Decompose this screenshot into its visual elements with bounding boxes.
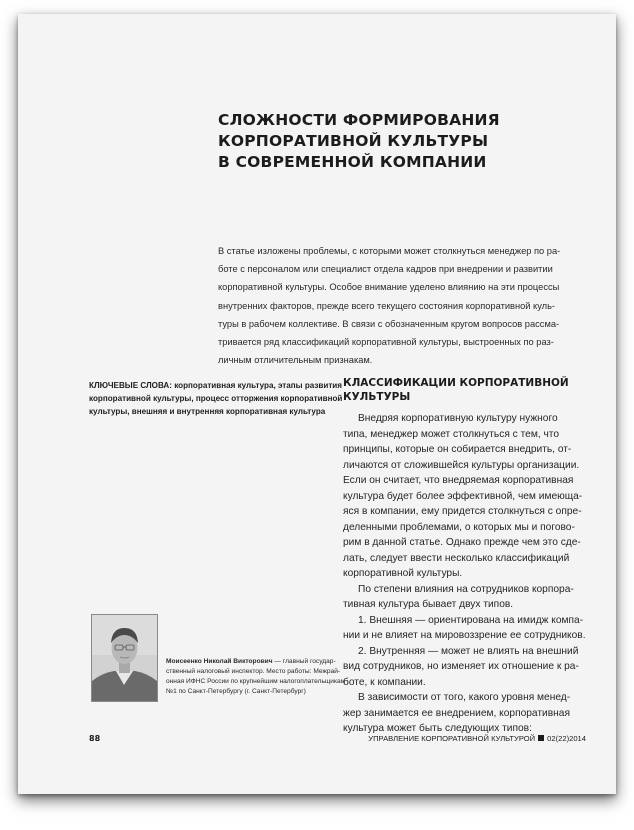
abstract-line: внутренних факторов, прежде всего текущего состояния корпоративной куль- <box>218 300 556 311</box>
author-photo <box>91 614 158 702</box>
body-line: 1. Внешняя — ориентирована на имидж компа- <box>358 614 584 626</box>
section-heading-line: КЛАССИФИКАЦИИ КОРПОРАТИВНОЙ <box>343 377 569 389</box>
author-name: Моисеенко Николай Викторович <box>166 658 273 665</box>
body-line: Если он считает, что внедряемая корпоративная <box>343 475 574 486</box>
body-line: В зависимости от того, какого уровня менед- <box>358 692 571 703</box>
abstract-line: туры в рабочем коллективе. В связи с обозначенным кругом вопросов рассма- <box>218 318 560 329</box>
article-abstract <box>218 242 588 369</box>
journal-issue: 02(22)2014 <box>547 734 586 743</box>
abstract-line: боте с персоналом или специалист отдела кадров при внедрении и развитии <box>218 264 553 275</box>
journal-footer <box>368 734 586 743</box>
title-line: В СОВРЕМЕННОЙ КОМПАНИИ <box>218 153 487 171</box>
body-line: нии и не влияет на мировоззрение ее сотрудников. <box>343 630 586 641</box>
body-line: вид сотрудников, но изменяет их отношение к ра- <box>343 661 579 672</box>
body-line: лать, следует ввести несколько классификаций <box>343 552 570 564</box>
author-info <box>166 657 346 697</box>
abstract-line: тривается ряд классификаций корпоративной культуры, выстроенных по раз- <box>218 337 554 348</box>
abstract-line: В статье изложены проблемы, с которыми может столкнуться менеджер по ра- <box>218 246 561 256</box>
keywords-line: корпоративной культуры, процесс отторжения корпоративной <box>89 394 343 403</box>
title-line: КОРПОРАТИВНОЙ КУЛЬТУРЫ <box>218 132 489 150</box>
body-line: Внедряя корпоративную культуру нужного <box>358 413 558 424</box>
body-line: типа, менеджер может столкнуться с тем, что <box>343 428 560 440</box>
author-line: ственный налоговый инспектор. Место работы: Межрай- <box>166 668 341 675</box>
body-line: По степени влияния на сотрудников корпора- <box>358 583 574 595</box>
body-line: тивная культура бывает двух типов. <box>343 599 514 610</box>
magazine-page <box>18 14 616 794</box>
body-line: культура может быть следующих типов: <box>343 723 532 734</box>
body-line: боте, к компании. <box>343 676 426 688</box>
body-line: рим в данной статье. Однако прежде чем это сде- <box>343 537 581 548</box>
article-body <box>343 411 605 737</box>
abstract-line: личным отличительным признакам. <box>218 355 373 366</box>
journal-name: УПРАВЛЕНИЕ КОРПОРАТИВНОЙ КУЛЬТУРОЙ <box>368 734 536 743</box>
title-line: СЛОЖНОСТИ ФОРМИРОВАНИЯ <box>218 111 500 129</box>
body-line: жер занимается ее внедрением, корпоративная <box>343 707 570 719</box>
body-line: 2. Внутренняя — может не влиять на внешний <box>358 645 579 657</box>
body-line: яся в компании, ему придется столкнуться с опре- <box>343 506 582 517</box>
keywords-block <box>89 379 343 418</box>
square-separator-icon <box>538 735 544 741</box>
author-portrait-icon <box>92 615 157 701</box>
author-line: — главный государ- <box>272 658 336 665</box>
keywords-line: КЛЮЧЕВЫЕ СЛОВА: корпоративная культура, этапы развития <box>89 381 343 390</box>
article-title <box>218 110 548 173</box>
author-line: №1 по Санкт-Петербургу (г. Санкт-Петербург) <box>166 688 306 695</box>
page-number: 88 <box>89 734 101 743</box>
keywords-line: культуры, внешняя и внутренняя корпоративная культура <box>89 407 326 416</box>
body-line: личаются от сложившейся культуры организации. <box>343 459 580 471</box>
body-line: принципы, которые он собирается внедрить, от- <box>343 444 572 455</box>
body-line: корпоративной культуры. <box>343 568 463 579</box>
section-heading-line: КУЛЬТУРЫ <box>343 390 411 403</box>
section-heading <box>343 377 583 404</box>
abstract-line: корпоративной культуры. Особое внимание уделено влиянию на эти процессы <box>218 282 560 293</box>
body-line: деленными проблемами, о которых мы и погово- <box>343 521 575 533</box>
author-line: онная ИФНС России по крупнейшим налогоплательщикам <box>166 678 346 685</box>
body-line: культура будет более эффективной, чем имеюща- <box>343 490 583 502</box>
